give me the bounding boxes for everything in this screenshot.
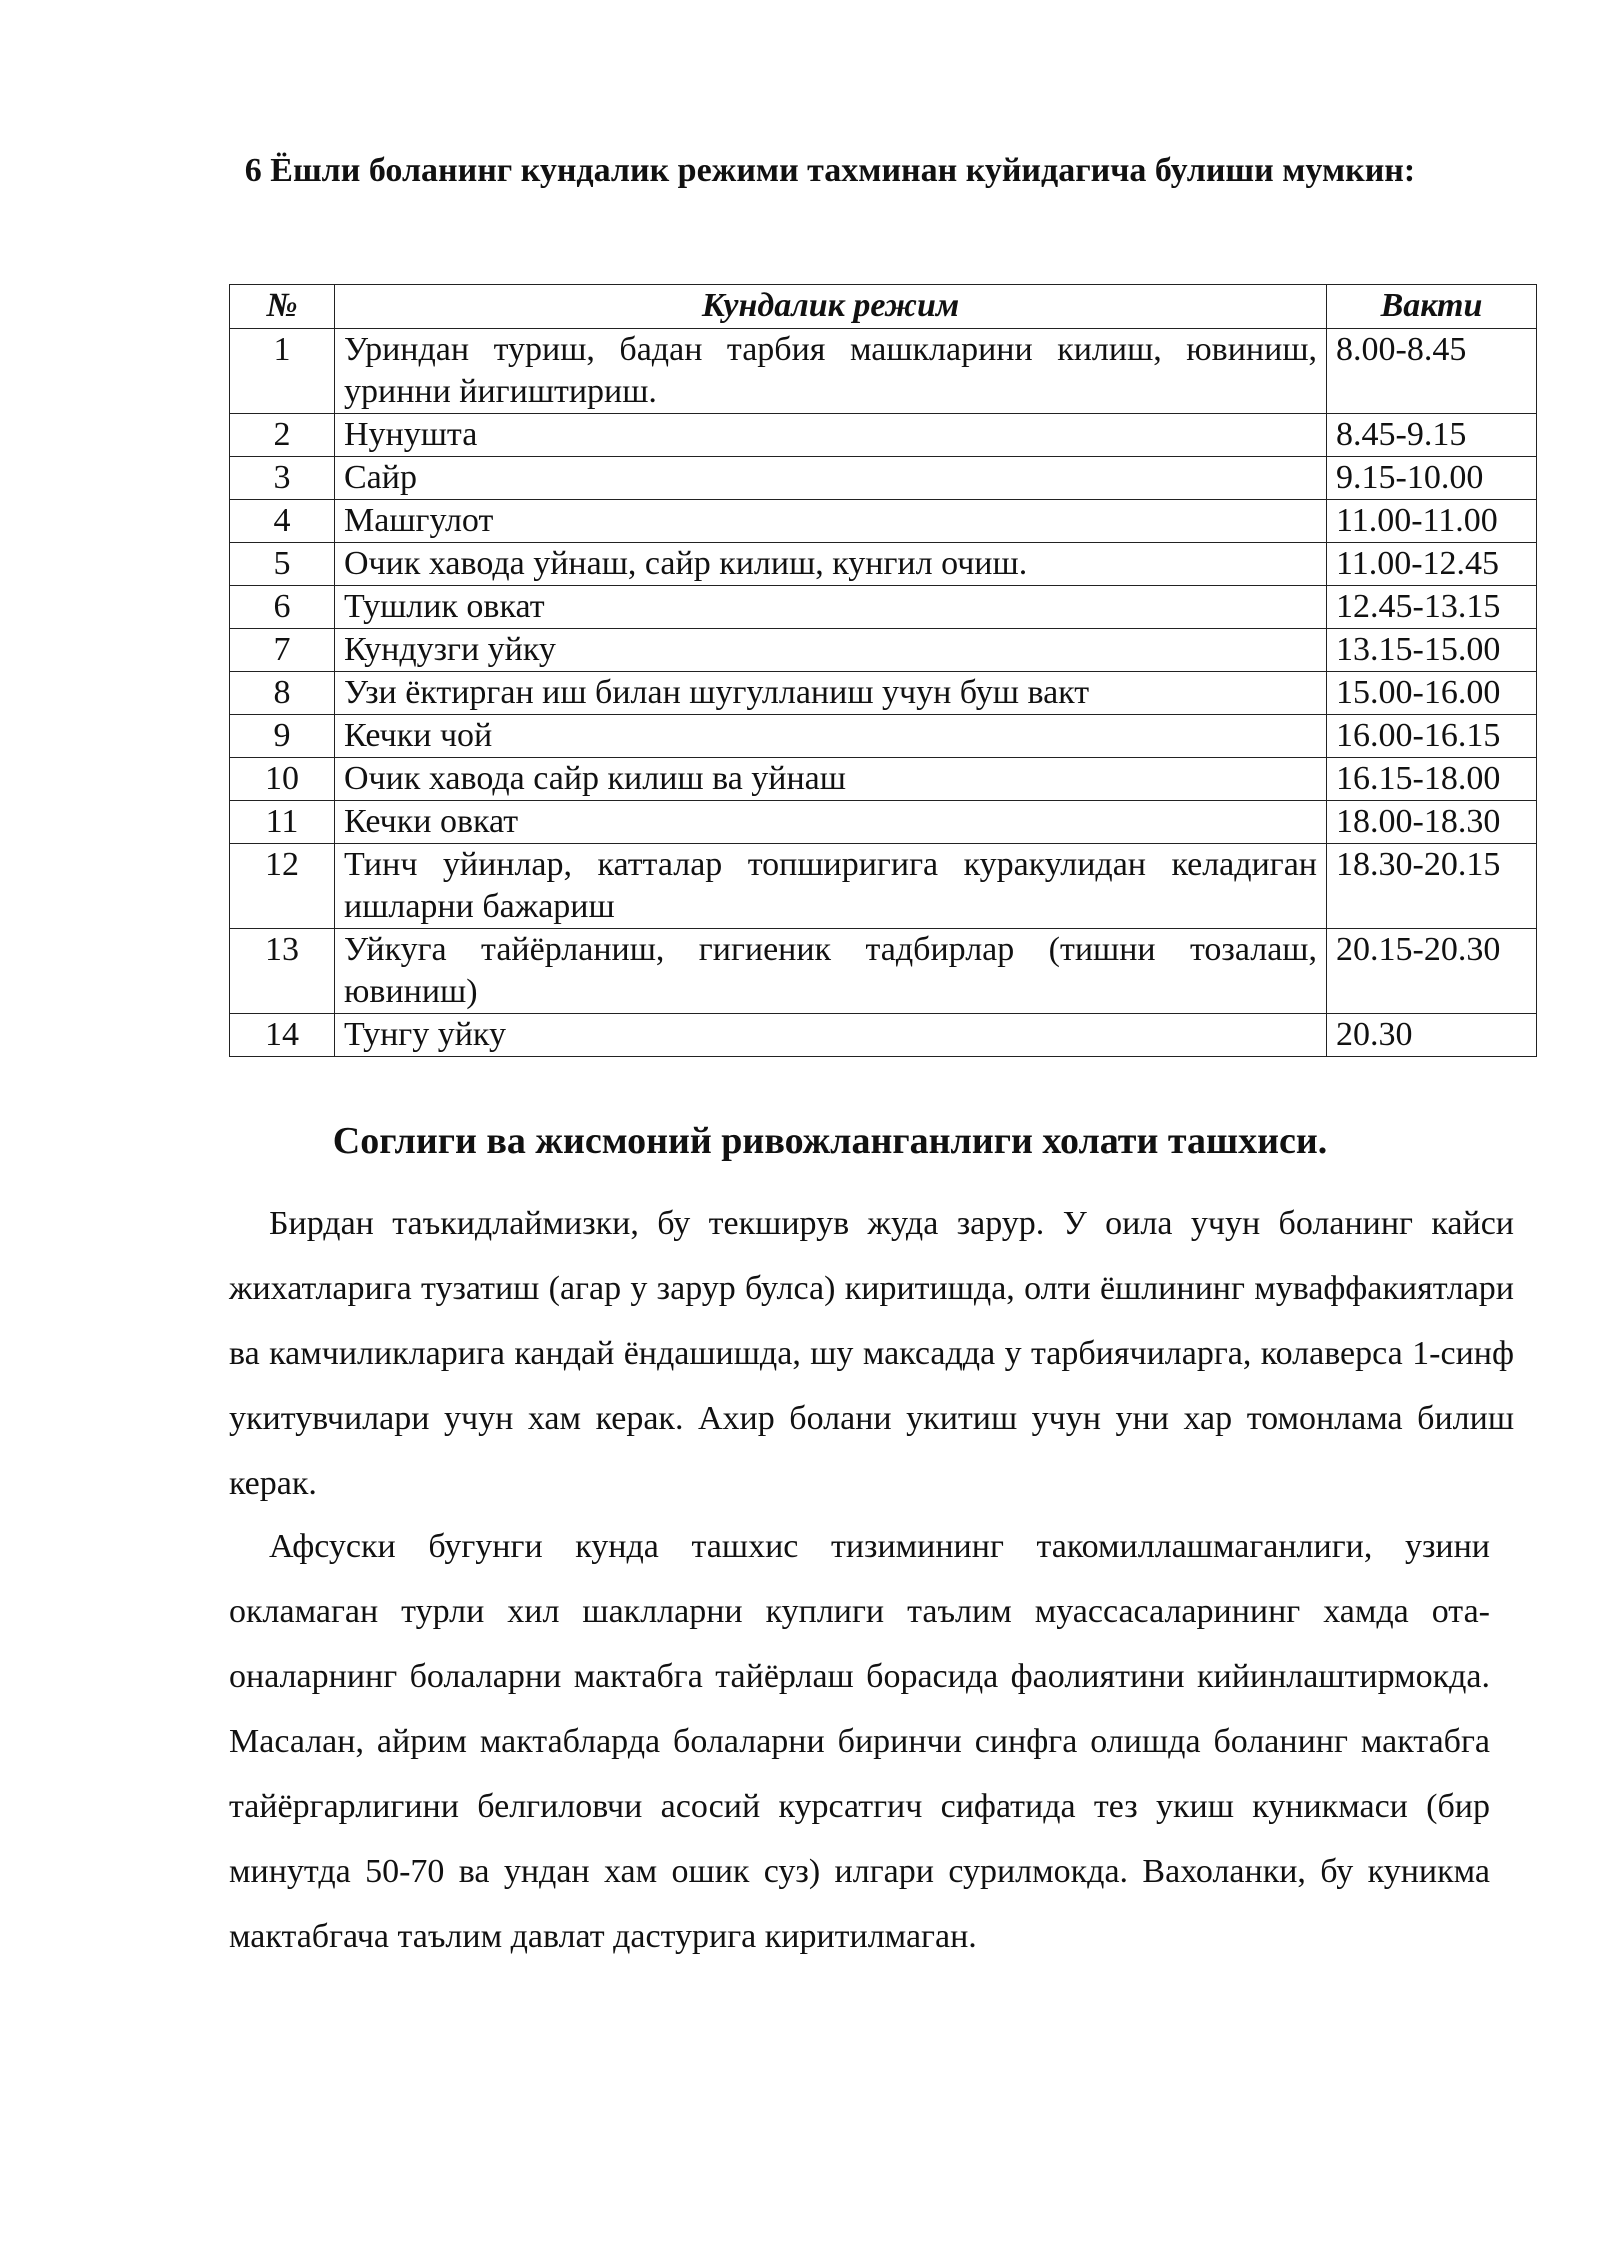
table-row: [230, 844, 1537, 929]
row-number: 10: [230, 758, 335, 801]
row-number: 8: [230, 672, 335, 715]
table-row: [230, 500, 1537, 543]
row-activity: Машгулот: [335, 500, 1327, 543]
row-time: 16.00-16.15: [1327, 715, 1537, 758]
row-number: 6: [230, 586, 335, 629]
row-number: 12: [230, 844, 335, 929]
document-title: 6 Ёшли боланинг кундалик режими тахминан куйидагича булиши мумкин:: [244, 152, 1416, 189]
section-heading: Соглиги ва жисмоний ривожланганлиги холати ташхиси.: [332, 1120, 1328, 1162]
row-activity: Тинч уйинлар, катталар топширигига куракулидан келадиган ишларни бажариш: [335, 844, 1327, 929]
header-activity: Кундалик режим: [335, 285, 1327, 329]
table-row: [230, 801, 1537, 844]
row-activity: Уйкуга тайёрланиш, гигиеник тадбирлар (тишни тозалаш, ювиниш): [335, 929, 1327, 1014]
row-activity: Уриндан туриш, бадан тарбия машкларини килиш, ювиниш, уринни йигиштириш.: [335, 329, 1327, 414]
row-time: 18.00-18.30: [1327, 801, 1537, 844]
row-time: 8.00-8.45: [1327, 329, 1537, 414]
row-activity: Тунгу уйку: [335, 1014, 1327, 1057]
row-number: 11: [230, 801, 335, 844]
row-time: 11.00-12.45: [1327, 543, 1537, 586]
header-time: Вакти: [1327, 285, 1537, 329]
row-number: 9: [230, 715, 335, 758]
table-row: [230, 715, 1537, 758]
row-activity: Очик хавода уйнаш, сайр килиш, кунгил очиш.: [335, 543, 1327, 586]
row-activity: Тушлик овкат: [335, 586, 1327, 629]
table-row: [230, 543, 1537, 586]
table-row: [230, 672, 1537, 715]
row-number: 14: [230, 1014, 335, 1057]
row-time: 12.45-13.15: [1327, 586, 1537, 629]
table-row: [230, 414, 1537, 457]
row-time: 8.45-9.15: [1327, 414, 1537, 457]
row-number: 4: [230, 500, 335, 543]
row-activity: Кундузги уйку: [335, 629, 1327, 672]
daily-schedule-table: [229, 284, 1537, 1057]
table-row: [230, 1014, 1537, 1057]
row-time: 15.00-16.00: [1327, 672, 1537, 715]
table-row: [230, 586, 1537, 629]
table-row: [230, 758, 1537, 801]
row-number: 5: [230, 543, 335, 586]
row-activity: Кечки овкат: [335, 801, 1327, 844]
row-activity: Кечки чой: [335, 715, 1327, 758]
row-number: 13: [230, 929, 335, 1014]
table-row: [230, 329, 1537, 414]
table-row: [230, 929, 1537, 1014]
row-number: 2: [230, 414, 335, 457]
header-number: №: [230, 285, 335, 329]
row-number: 3: [230, 457, 335, 500]
row-time: 20.15-20.30: [1327, 929, 1537, 1014]
row-activity: Сайр: [335, 457, 1327, 500]
row-time: 11.00-11.00: [1327, 500, 1537, 543]
row-number: 1: [230, 329, 335, 414]
row-activity: Узи ёктирган иш билан шугулланиш учун буш вакт: [335, 672, 1327, 715]
body-paragraph: Афсуски бугунги кунда ташхис тизимининг такомиллашмаганлиги, узини окламаган турли хил шаклларни куплиги таълим муассасаларининг хамда ота-оналарнинг болаларни мактабга тайёрлаш борасида фаолиятини кийинлаштирмокда. Масалан, айрим мактабларда болаларни биринчи синфга олишда боланинг мактабга тайёргарлигини белгиловчи асосий курсатгич сифатида тез укиш куникмаси (бир минутда 50-70 ва ундан хам ошик суз) илгари сурилмокда. Вахоланки, бу куникма мактабгача таълим давлат дастурига киритилмаган.: [229, 1528, 1490, 1955]
table-row: [230, 457, 1537, 500]
row-activity: Нунушта: [335, 414, 1327, 457]
body-paragraph: Бирдан таъкидлаймизки, бу текширув жуда зарур. У оила учун боланинг кайси жихатларига тузатиш (агар у зарур булса) киритишда, олти ёшлининг муваффакиятлари ва камчиликларига кандай ёндашишда, шу максадда у тарбиячиларга, колаверса 1-синф укитувчилари учун хам керак. Ахир болани укитиш учун уни хар томонлама билиш керак.: [229, 1205, 1514, 1502]
row-number: 7: [230, 629, 335, 672]
table-row: [230, 629, 1537, 672]
row-activity: Очик хавода сайр килиш ва уйнаш: [335, 758, 1327, 801]
row-time: 13.15-15.00: [1327, 629, 1537, 672]
table-header-row: [230, 285, 1537, 329]
row-time: 20.30: [1327, 1014, 1537, 1057]
row-time: 9.15-10.00: [1327, 457, 1537, 500]
row-time: 16.15-18.00: [1327, 758, 1537, 801]
row-time: 18.30-20.15: [1327, 844, 1537, 929]
